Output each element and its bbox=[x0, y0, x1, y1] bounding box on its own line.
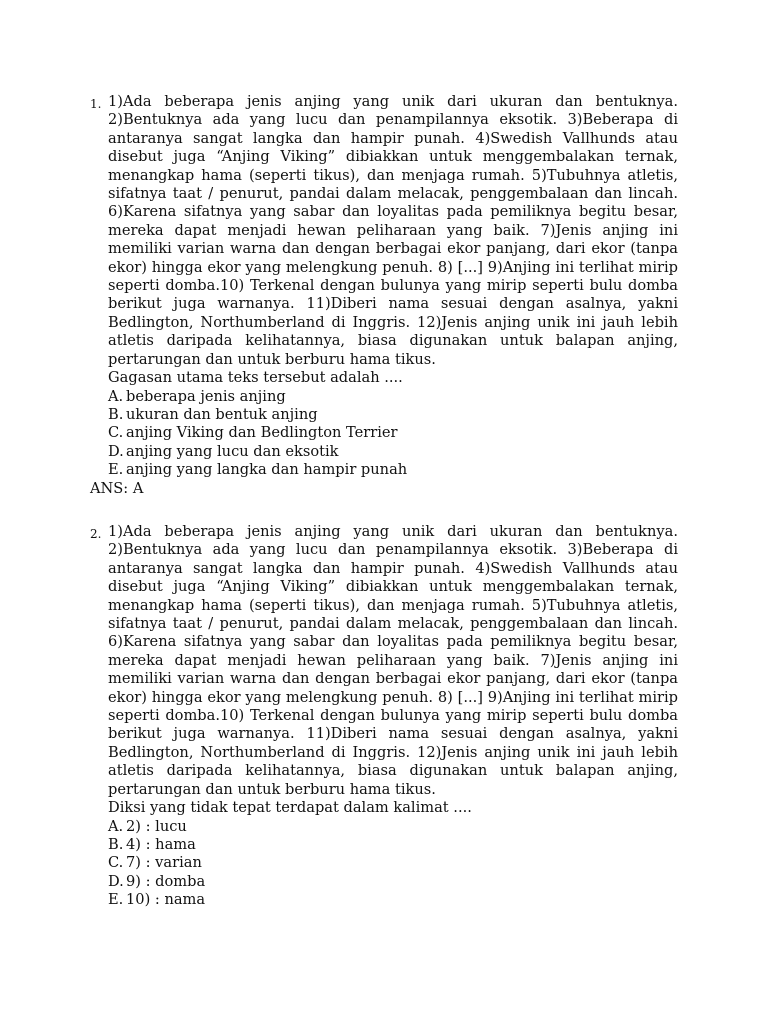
question-body bbox=[90, 93, 678, 498]
option-d bbox=[108, 873, 678, 891]
option-letter: C. bbox=[108, 424, 124, 442]
option-text: anjing Viking dan Bedlington Terrier bbox=[126, 424, 398, 442]
option-letter: A. bbox=[108, 817, 124, 835]
option-c bbox=[108, 424, 678, 442]
option-e bbox=[108, 461, 678, 479]
option-letter: C. bbox=[108, 854, 124, 872]
option-text: 7) : varian bbox=[126, 854, 202, 872]
option-text: 4) : hama bbox=[126, 835, 196, 853]
option-text: 9) : domba bbox=[126, 872, 206, 890]
option-text: ukuran dan bentuk anjing bbox=[126, 405, 318, 423]
option-letter: D. bbox=[108, 872, 124, 890]
option-text: 10) : nama bbox=[126, 891, 206, 909]
answer-options bbox=[108, 818, 678, 910]
answer-key: ANS: A bbox=[90, 479, 144, 497]
question-prompt: Diksi yang tidak tepat terdapat dalam kalimat .... bbox=[108, 799, 472, 817]
option-b bbox=[108, 836, 678, 854]
option-letter: A. bbox=[108, 387, 124, 405]
option-text: beberapa jenis anjing bbox=[126, 387, 286, 405]
question-number: 1. bbox=[90, 97, 102, 111]
option-a bbox=[108, 388, 678, 406]
option-b bbox=[108, 406, 678, 424]
question-prompt: Gagasan utama teks tersebut adalah .... bbox=[108, 369, 403, 387]
option-letter: E. bbox=[108, 891, 124, 909]
question-1 bbox=[90, 93, 678, 498]
question-body bbox=[108, 523, 678, 910]
option-e bbox=[108, 891, 678, 909]
option-c bbox=[108, 854, 678, 872]
question-passage: 1)Ada beberapa jenis anjing yang unik dari ukuran dan bentuknya. 2)Bentuknya ada yang lucu dan penampilannya eksotik. 3)Beberapa di antaranya sangat langka dan hampir punah. 4)Swedish Vallhunds atau disebut juga “Anjing Viking” dibiakkan untuk menggembalakan ternak, menangkap hama (seperti tikus), dan menjaga rumah. 5)Tubuhnya atletis, sifatnya taat / penurut, pandai dalam melacak, penggembalaan dan lincah. 6)Karena sifatnya yang sabar dan loyalitas pada pemiliknya begitu besar, mereka dapat menjadi hewan peliharaan yang baik. 7)Jenis anjing ini memiliki varian warna dan dengan berbagai ekor panjang, dari ekor (tanpa ekor) hingga ekor yang melengkung penuh. 8) [...] 9)Anjing ini terlihat mirip seperti domba.10) Terkenal dengan bulunya yang mirip seperti bulu domba berikut juga warnanya. 11)Diberi nama sesuai dengan asalnya, yakni Bedlington, Northumberland di Inggris. 12)Jenis anjing unik ini jauh lebih atletis daripada kelihatannya, biasa digunakan untuk balapan anjing, pertarungan dan untuk berburu hama tikus. bbox=[108, 523, 678, 798]
question-passage: 1)Ada beberapa jenis anjing yang unik dari ukuran dan bentuknya. 2)Bentuknya ada yang lucu dan penampilannya eksotik. 3)Beberapa di antaranya sangat langka dan hampir punah. 4)Swedish Vallhunds atau disebut juga “Anjing Viking” dibiakkan untuk menggembalakan ternak, menangkap hama (seperti tikus), dan menjaga rumah. 5)Tubuhnya atletis, sifatnya taat / penurut, pandai dalam melacak, penggembalaan dan lincah. 6)Karena sifatnya yang sabar dan loyalitas pada pemiliknya begitu besar, mereka dapat menjadi hewan peliharaan yang baik. 7)Jenis anjing ini memiliki varian warna dan dengan berbagai ekor panjang, dari ekor (tanpa ekor) hingga ekor yang melengkung penuh. 8) [...] 9)Anjing ini terlihat mirip seperti domba.10) Terkenal dengan bulunya yang mirip seperti bulu domba berikut juga warnanya. 11)Diberi nama sesuai dengan asalnya, yakni Bedlington, Northumberland di Inggris. 12)Jenis anjing unik ini jauh lebih atletis daripada kelihatannya, biasa digunakan untuk balapan anjing, pertarungan dan untuk berburu hama tikus. bbox=[108, 93, 678, 368]
option-text: anjing yang langka dan hampir punah bbox=[126, 461, 408, 479]
option-text: 2) : lucu bbox=[126, 817, 187, 835]
option-text: anjing yang lucu dan eksotik bbox=[126, 442, 339, 460]
option-letter: D. bbox=[108, 442, 124, 460]
question-number: 2. bbox=[90, 527, 102, 541]
answer-options bbox=[108, 388, 678, 480]
question-2 bbox=[90, 523, 678, 910]
option-d bbox=[108, 443, 678, 461]
option-letter: B. bbox=[108, 835, 124, 853]
option-a bbox=[108, 818, 678, 836]
option-letter: B. bbox=[108, 405, 124, 423]
option-letter: E. bbox=[108, 461, 124, 479]
